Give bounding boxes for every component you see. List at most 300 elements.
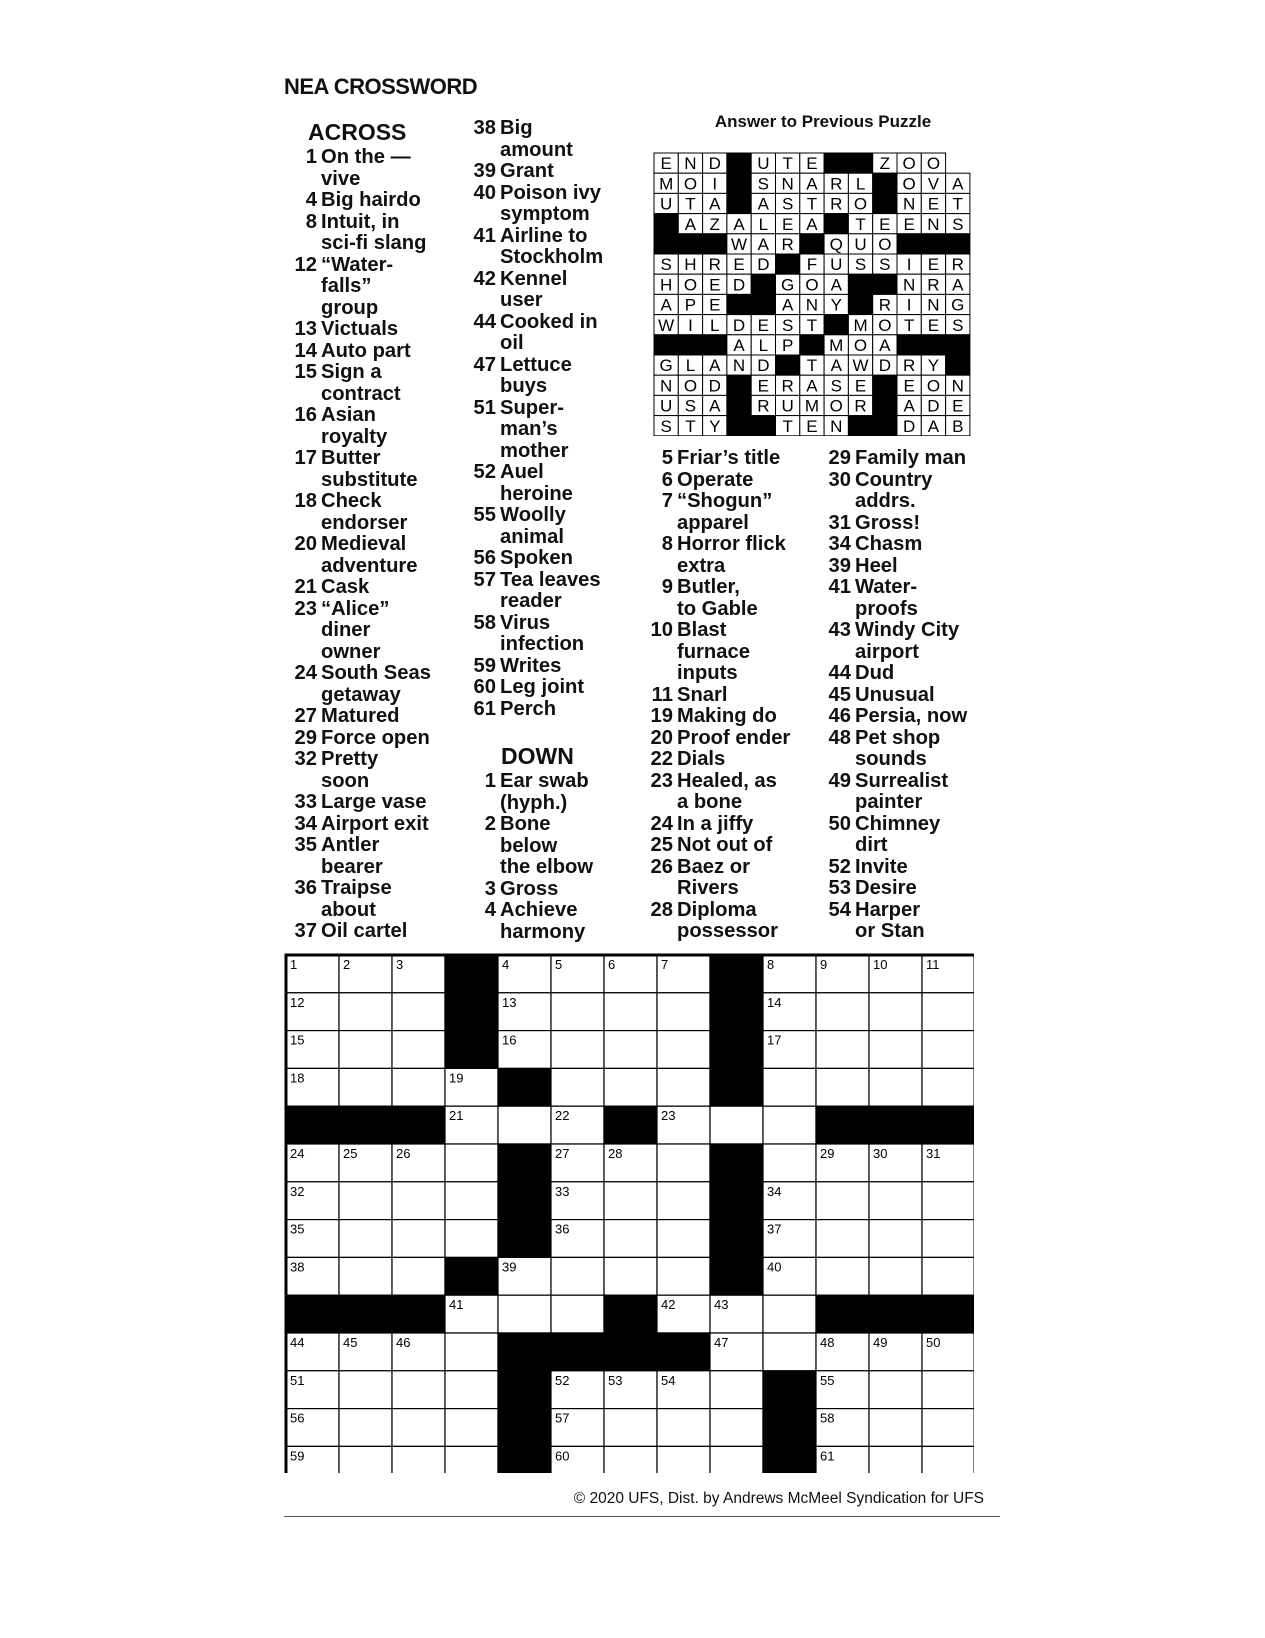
black-square bbox=[922, 1295, 974, 1333]
black-square bbox=[946, 355, 970, 375]
answer-letter: D bbox=[878, 356, 891, 376]
down-clue bbox=[640, 749, 810, 771]
grid-cell[interactable] bbox=[657, 1031, 710, 1069]
answer-letter: A bbox=[709, 194, 721, 214]
black-square bbox=[848, 153, 872, 173]
answer-letter: A bbox=[806, 174, 818, 194]
across-clue bbox=[463, 548, 633, 570]
grid-cell[interactable] bbox=[763, 1144, 816, 1182]
answer-letter: O bbox=[683, 275, 698, 295]
cell-number: 40 bbox=[767, 1259, 782, 1275]
clue-text: Country addrs. bbox=[855, 468, 933, 512]
black-square bbox=[816, 1106, 869, 1144]
across-clue bbox=[463, 161, 633, 183]
grid-cell[interactable] bbox=[445, 1220, 498, 1258]
clue-text: Cask bbox=[321, 576, 370, 598]
clue-number: 10 bbox=[650, 619, 673, 641]
clue-number: 1 bbox=[305, 146, 317, 168]
cell-number: 28 bbox=[608, 1146, 623, 1161]
clue-text: Surrealist painter bbox=[855, 769, 949, 813]
grid-cell[interactable] bbox=[551, 1031, 604, 1069]
black-square bbox=[873, 395, 897, 415]
across-clue bbox=[463, 312, 633, 355]
answer-letter: N bbox=[927, 295, 940, 315]
grid-cell[interactable] bbox=[710, 1446, 763, 1473]
answer-letter: M bbox=[829, 336, 844, 355]
answer-letter: M bbox=[659, 174, 674, 194]
down-clue bbox=[640, 814, 810, 836]
grid-cell[interactable] bbox=[392, 993, 445, 1031]
grid-cell[interactable] bbox=[816, 1068, 869, 1106]
cell-number: 45 bbox=[343, 1335, 358, 1350]
black-square bbox=[498, 1446, 551, 1473]
answer-letter: R bbox=[927, 275, 940, 295]
grid-cell[interactable] bbox=[392, 1409, 445, 1447]
answer-letter: D bbox=[708, 376, 721, 396]
across-clue bbox=[284, 599, 459, 664]
black-square bbox=[873, 274, 897, 294]
clue-number: 8 bbox=[661, 533, 673, 555]
answer-letter: T bbox=[782, 416, 793, 436]
grid-cell[interactable] bbox=[657, 1409, 710, 1447]
clue-number: 52 bbox=[473, 461, 496, 483]
answer-letter: R bbox=[781, 235, 794, 254]
clue-number: 2 bbox=[484, 813, 496, 835]
cell-number: 2 bbox=[343, 957, 351, 972]
grid-cell[interactable] bbox=[392, 1257, 445, 1295]
answer-letter: A bbox=[806, 214, 818, 234]
answer-letter: A bbox=[781, 295, 794, 315]
grid-cell[interactable] bbox=[392, 1371, 445, 1409]
answer-letter: M bbox=[804, 396, 820, 416]
grid-cell[interactable] bbox=[604, 1257, 657, 1295]
answer-letter: L bbox=[758, 214, 769, 234]
clue-text: Persia, now bbox=[855, 705, 968, 727]
black-square bbox=[727, 395, 751, 415]
across-clue bbox=[463, 677, 633, 699]
black-square bbox=[921, 335, 945, 355]
across-clue bbox=[284, 706, 459, 728]
cell-number: 47 bbox=[714, 1335, 729, 1350]
answer-letter: S bbox=[660, 416, 672, 436]
black-square bbox=[286, 1106, 339, 1144]
grid-cell[interactable] bbox=[392, 1446, 445, 1473]
cell-number: 19 bbox=[449, 1070, 464, 1086]
clue-text: Asian royalty bbox=[321, 404, 388, 448]
clue-number: 1 bbox=[484, 770, 496, 792]
grid-cell[interactable] bbox=[816, 993, 869, 1031]
grid-cell[interactable] bbox=[445, 1333, 498, 1371]
cell-number: 30 bbox=[873, 1146, 888, 1161]
answer-letter: A bbox=[733, 214, 745, 234]
black-square bbox=[873, 416, 897, 436]
answer-letter: I bbox=[712, 174, 718, 194]
answer-letter: U bbox=[854, 235, 867, 254]
cell-number: 50 bbox=[926, 1335, 941, 1350]
down-clue bbox=[463, 814, 633, 879]
grid-cell[interactable] bbox=[392, 1182, 445, 1220]
grid-cell[interactable] bbox=[710, 1371, 763, 1409]
black-square bbox=[921, 234, 945, 254]
clue-text: Horror flick extra bbox=[677, 533, 786, 577]
clue-number: 46 bbox=[828, 705, 851, 727]
cell-number: 14 bbox=[767, 994, 782, 1010]
grid-cell[interactable] bbox=[604, 1220, 657, 1258]
clue-text: Intuit, in sci-fi slang bbox=[321, 210, 427, 254]
across-clue bbox=[284, 212, 459, 255]
grid-cell[interactable] bbox=[816, 1182, 869, 1220]
black-square bbox=[727, 173, 751, 193]
answer-letter: Y bbox=[927, 356, 940, 376]
clue-text: Ear swab (hyph.) bbox=[500, 770, 589, 814]
cell-number: 18 bbox=[290, 1070, 305, 1086]
grid-cell[interactable] bbox=[339, 1257, 392, 1295]
grid-cell[interactable] bbox=[551, 1295, 604, 1333]
grid-cell[interactable] bbox=[604, 1409, 657, 1447]
black-square bbox=[498, 1068, 551, 1106]
clue-number: 38 bbox=[473, 117, 496, 139]
down-clue bbox=[463, 879, 633, 901]
cell-number: 7 bbox=[661, 957, 669, 972]
clue-text: On the — vive bbox=[321, 146, 411, 190]
grid-cell[interactable] bbox=[339, 1409, 392, 1447]
answer-letter: D bbox=[757, 255, 770, 275]
grid-cell[interactable] bbox=[392, 1031, 445, 1069]
answer-letter: D bbox=[927, 396, 940, 416]
answer-letter: S bbox=[879, 255, 891, 275]
grid-cell[interactable] bbox=[869, 1371, 922, 1409]
answer-letter: A bbox=[709, 396, 721, 416]
answer-letter: T bbox=[855, 214, 866, 234]
clue-number: 33 bbox=[294, 791, 317, 813]
cell-number: 35 bbox=[290, 1221, 305, 1237]
black-square bbox=[816, 1295, 869, 1333]
black-square bbox=[654, 335, 678, 355]
clue-number: 41 bbox=[828, 576, 851, 598]
down-clue bbox=[824, 728, 994, 771]
answer-letter: I bbox=[906, 255, 912, 275]
answer-letter: H bbox=[660, 275, 673, 295]
clue-text: Woolly animal bbox=[500, 504, 566, 548]
grid-cell[interactable] bbox=[816, 1031, 869, 1069]
down-clue bbox=[640, 470, 810, 492]
grid-cell[interactable] bbox=[710, 1409, 763, 1447]
clue-number: 39 bbox=[473, 160, 496, 182]
down-clue bbox=[463, 771, 633, 814]
black-square bbox=[710, 1031, 763, 1069]
cell-number: 54 bbox=[661, 1372, 676, 1388]
answer-letter: A bbox=[830, 356, 842, 376]
clue-text: Pretty soon bbox=[321, 748, 379, 792]
black-square bbox=[498, 1333, 551, 1371]
clue-text: Auto part bbox=[321, 339, 411, 362]
grid-cell[interactable] bbox=[922, 1409, 974, 1447]
clue-number: 50 bbox=[828, 812, 851, 835]
answer-letter: N bbox=[684, 154, 697, 174]
clue-text: Butter substitute bbox=[321, 447, 418, 491]
grid-cell[interactable] bbox=[657, 1257, 710, 1295]
clue-number: 13 bbox=[294, 318, 317, 340]
grid-cell[interactable] bbox=[763, 1333, 816, 1371]
answer-letter: E bbox=[709, 295, 721, 315]
answer-letter: S bbox=[854, 255, 867, 275]
answer-letter: D bbox=[732, 275, 746, 295]
clue-number: 41 bbox=[473, 224, 496, 247]
clue-text: Blast furnace inputs bbox=[677, 619, 750, 684]
grid-cell[interactable] bbox=[869, 1182, 922, 1220]
grid-cell[interactable] bbox=[339, 1220, 392, 1258]
clue-text: Unusual bbox=[855, 683, 935, 706]
grid-cell[interactable] bbox=[816, 1220, 869, 1258]
black-square bbox=[848, 274, 872, 294]
grid-cell[interactable] bbox=[657, 1144, 710, 1182]
cell-number: 52 bbox=[555, 1372, 570, 1388]
grid-cell[interactable] bbox=[604, 1182, 657, 1220]
grid-cell[interactable] bbox=[763, 1068, 816, 1106]
grid-cell[interactable] bbox=[922, 1371, 974, 1409]
grid-cell[interactable] bbox=[445, 1182, 498, 1220]
grid-cell[interactable] bbox=[869, 1446, 922, 1473]
grid-cell[interactable] bbox=[498, 1295, 551, 1333]
answer-letter: E bbox=[952, 396, 964, 416]
clue-text: Chasm bbox=[855, 533, 923, 555]
clue-text: Chimney dirt bbox=[855, 812, 941, 856]
across-clue bbox=[463, 398, 633, 463]
grid-cell[interactable] bbox=[869, 1068, 922, 1106]
grid-cell[interactable] bbox=[551, 993, 604, 1031]
clue-number: 23 bbox=[650, 769, 673, 792]
clue-text: Leg joint bbox=[500, 676, 585, 698]
grid-cell[interactable] bbox=[339, 1182, 392, 1220]
black-square bbox=[800, 335, 824, 355]
grid-cell[interactable] bbox=[922, 1446, 974, 1473]
cell-number: 24 bbox=[290, 1146, 305, 1161]
cell-number: 22 bbox=[555, 1108, 570, 1124]
clue-number: 28 bbox=[650, 898, 673, 921]
grid-cell[interactable] bbox=[392, 1068, 445, 1106]
grid-cell[interactable] bbox=[869, 1220, 922, 1258]
across-clue bbox=[284, 147, 459, 190]
answer-letter: O bbox=[902, 154, 916, 174]
clue-text: In a jiffy bbox=[677, 812, 754, 835]
grid-cell[interactable] bbox=[657, 1446, 710, 1473]
across-clue bbox=[284, 405, 459, 448]
grid-cell[interactable] bbox=[551, 1257, 604, 1295]
grid-cell[interactable] bbox=[445, 1371, 498, 1409]
black-square bbox=[710, 1182, 763, 1220]
answer-letter: A bbox=[733, 336, 745, 355]
clue-text: Gross! bbox=[855, 511, 921, 534]
cell-number: 29 bbox=[820, 1146, 835, 1161]
cell-number: 1 bbox=[290, 957, 298, 972]
clue-number: 24 bbox=[650, 812, 673, 835]
answer-letter: N bbox=[951, 376, 964, 396]
black-square bbox=[445, 993, 498, 1031]
clue-number: 29 bbox=[828, 447, 851, 469]
clue-text: Tea leaves reader bbox=[500, 568, 601, 612]
down-clue bbox=[640, 835, 810, 857]
across-column-2 bbox=[463, 118, 633, 943]
answer-letter: L bbox=[758, 336, 769, 355]
answer-letter: S bbox=[830, 376, 842, 396]
clue-number: 22 bbox=[650, 748, 673, 770]
answer-letter: E bbox=[733, 255, 745, 275]
down-clue bbox=[640, 534, 810, 577]
cell-number: 5 bbox=[555, 957, 563, 972]
answer-letter: S bbox=[660, 255, 672, 275]
grid-cell[interactable] bbox=[922, 1257, 974, 1295]
grid-cell[interactable] bbox=[869, 1257, 922, 1295]
clue-text: Water- proofs bbox=[855, 576, 918, 620]
black-square bbox=[848, 294, 872, 314]
cell-number: 26 bbox=[396, 1146, 411, 1161]
answer-letter: E bbox=[903, 376, 915, 396]
across-clue bbox=[284, 728, 459, 750]
grid-cell[interactable] bbox=[763, 1295, 816, 1333]
black-square bbox=[727, 375, 751, 395]
answer-letter: N bbox=[660, 376, 673, 396]
grid-cell[interactable] bbox=[339, 1446, 392, 1473]
cell-number: 38 bbox=[290, 1259, 305, 1275]
grid-cell[interactable] bbox=[710, 1106, 763, 1144]
grid-cell[interactable] bbox=[339, 1068, 392, 1106]
answer-letter: L bbox=[685, 356, 696, 376]
answer-letter: O bbox=[853, 194, 868, 214]
clue-number: 6 bbox=[661, 468, 673, 491]
black-square bbox=[751, 274, 775, 294]
grid-cell[interactable] bbox=[657, 1220, 710, 1258]
answer-letter: S bbox=[952, 214, 964, 234]
grid-cell[interactable] bbox=[339, 993, 392, 1031]
answer-letter: R bbox=[854, 396, 867, 416]
answer-letter: D bbox=[708, 154, 721, 174]
answer-letter: E bbox=[903, 214, 915, 234]
answer-letter: U bbox=[757, 154, 770, 174]
clue-number: 57 bbox=[473, 568, 496, 591]
answer-letter: O bbox=[829, 396, 843, 416]
black-square bbox=[727, 193, 751, 213]
black-square bbox=[710, 1068, 763, 1106]
grid-cell[interactable] bbox=[922, 1182, 974, 1220]
grid-cell[interactable] bbox=[445, 1446, 498, 1473]
cell-number: 49 bbox=[873, 1335, 888, 1350]
clue-number: 52 bbox=[828, 855, 851, 878]
grid-cell[interactable] bbox=[922, 1031, 974, 1069]
clue-text: Proof ender bbox=[677, 726, 791, 749]
answer-letter: U bbox=[830, 255, 843, 275]
down-clue bbox=[824, 620, 994, 663]
black-square bbox=[776, 355, 800, 375]
grid-cell[interactable] bbox=[657, 1182, 710, 1220]
answer-letter: N bbox=[903, 275, 916, 295]
answer-letter: N bbox=[927, 214, 940, 234]
clue-number: 27 bbox=[294, 705, 317, 727]
clue-text: Lettuce buys bbox=[500, 353, 572, 397]
black-square bbox=[710, 1144, 763, 1182]
grid-cell[interactable] bbox=[339, 1371, 392, 1409]
grid-cell[interactable] bbox=[922, 1220, 974, 1258]
grid-cell[interactable] bbox=[604, 1031, 657, 1069]
grid-cell[interactable] bbox=[604, 1446, 657, 1473]
answer-letter: T bbox=[685, 194, 696, 214]
across-column-1 bbox=[284, 118, 459, 943]
down-clue bbox=[824, 556, 994, 578]
grid-cell[interactable] bbox=[392, 1220, 445, 1258]
clue-text: Traipse about bbox=[321, 877, 392, 921]
black-square bbox=[848, 416, 872, 436]
grid-cell[interactable] bbox=[869, 1031, 922, 1069]
clue-number: 59 bbox=[473, 654, 496, 677]
grid-cell[interactable] bbox=[922, 993, 974, 1031]
grid-cell[interactable] bbox=[498, 1106, 551, 1144]
answer-letter: T bbox=[806, 356, 818, 376]
copyright: © 2020 UFS, Dist. by Andrews McMeel Syndication for UFS bbox=[573, 1490, 984, 1507]
answer-letter: N bbox=[830, 416, 843, 436]
cell-number: 48 bbox=[820, 1335, 835, 1350]
clue-text: “Water- falls” group bbox=[321, 253, 394, 319]
across-clue bbox=[463, 699, 633, 721]
clue-text: “Alice” diner owner bbox=[321, 597, 390, 663]
clue-number: 31 bbox=[828, 511, 851, 534]
down-clue bbox=[640, 900, 810, 943]
grid-cell[interactable] bbox=[339, 1031, 392, 1069]
black-square bbox=[897, 234, 921, 254]
answer-letter: R bbox=[781, 376, 794, 396]
clue-number: 3 bbox=[484, 877, 496, 900]
black-square bbox=[727, 153, 751, 173]
answer-letter: W bbox=[658, 315, 675, 335]
clue-text: Not out of bbox=[677, 834, 773, 856]
black-square bbox=[824, 214, 848, 234]
black-square bbox=[678, 234, 702, 254]
across-clue bbox=[284, 255, 459, 320]
grid-cell[interactable] bbox=[869, 993, 922, 1031]
answer-letter: A bbox=[660, 295, 672, 315]
answer-letter: W bbox=[731, 235, 748, 254]
cell-number: 13 bbox=[502, 994, 517, 1010]
across-clue bbox=[284, 362, 459, 405]
grid-cell[interactable] bbox=[657, 993, 710, 1031]
cell-number: 10 bbox=[873, 957, 888, 972]
black-square bbox=[445, 1257, 498, 1295]
black-square bbox=[873, 173, 897, 193]
grid-cell[interactable] bbox=[551, 1068, 604, 1106]
clue-number: 43 bbox=[828, 619, 851, 641]
cell-number: 33 bbox=[555, 1183, 570, 1199]
grid-cell[interactable] bbox=[763, 1106, 816, 1144]
black-square bbox=[946, 234, 970, 254]
grid-cell[interactable] bbox=[604, 1068, 657, 1106]
cell-number: 44 bbox=[290, 1335, 305, 1350]
black-square bbox=[551, 1333, 604, 1371]
answer-letter: T bbox=[952, 194, 963, 214]
grid-cell[interactable] bbox=[816, 1257, 869, 1295]
grid-cell[interactable] bbox=[869, 1409, 922, 1447]
grid-cell[interactable] bbox=[445, 1409, 498, 1447]
clue-number: 29 bbox=[294, 726, 317, 749]
answer-letter: V bbox=[927, 174, 940, 194]
answer-letter: B bbox=[952, 416, 964, 436]
grid-cell[interactable] bbox=[445, 1144, 498, 1182]
clue-text: Friar’s title bbox=[677, 447, 781, 469]
grid-cell[interactable] bbox=[657, 1068, 710, 1106]
cell-number: 6 bbox=[608, 957, 616, 972]
down-clue bbox=[824, 470, 994, 513]
grid-cell[interactable] bbox=[604, 993, 657, 1031]
grid-cell[interactable] bbox=[922, 1068, 974, 1106]
clue-number: 15 bbox=[294, 361, 317, 383]
across-clue bbox=[284, 190, 459, 212]
